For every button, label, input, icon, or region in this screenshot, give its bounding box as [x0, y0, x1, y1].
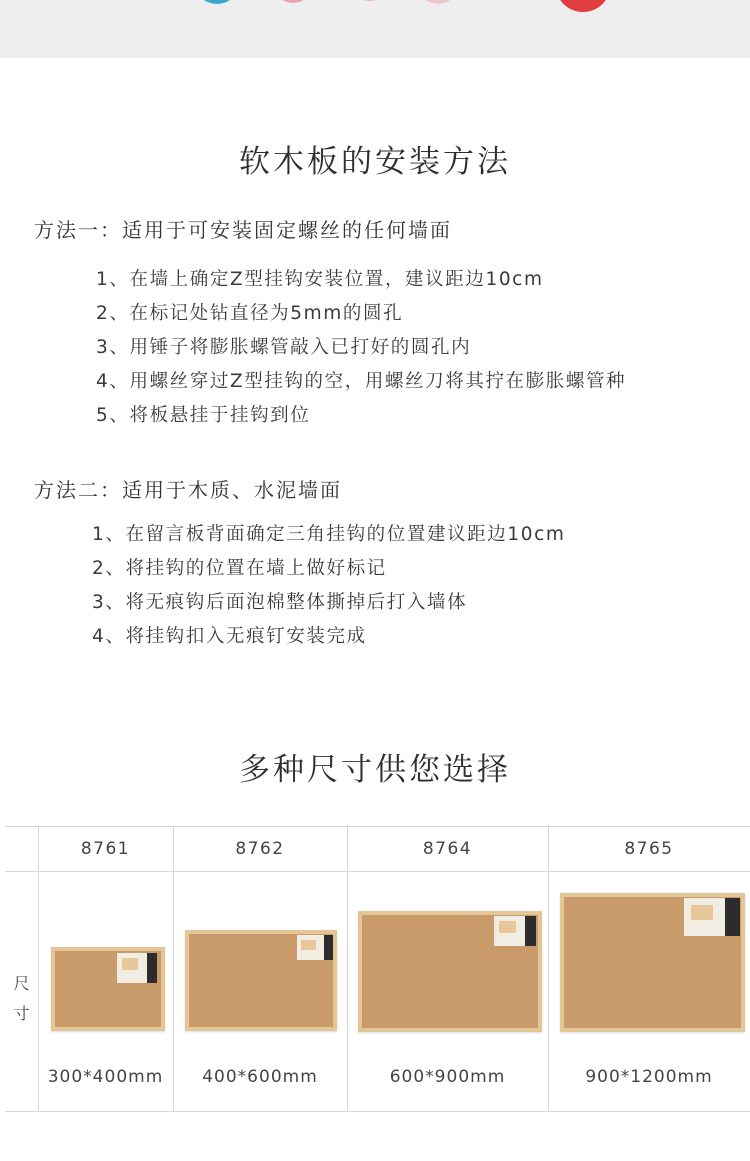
method2-step: 1、在留言板背面确定三角挂钩的位置建议距边10cm	[92, 524, 566, 545]
table-divider	[5, 871, 750, 872]
size-table	[5, 826, 750, 1112]
size-row-label	[5, 969, 38, 1029]
cork-board-image	[185, 930, 337, 1031]
method1-steps	[96, 263, 626, 433]
product-tag	[684, 898, 740, 936]
top-color-band	[0, 0, 750, 58]
installation-title: 软木板的安装方法	[239, 144, 511, 180]
method2-heading: 方法二：适用于木质、水泥墙面	[34, 478, 342, 502]
method1-step: 1、在墙上确定Z型挂钩安装位置，建议距边10cm	[96, 269, 544, 290]
method2-step: 2、将挂钩的位置在墙上做好标记	[92, 558, 387, 579]
product-tag	[494, 916, 536, 946]
color-swatch	[274, 0, 312, 3]
board-size: 400*600mm	[202, 1067, 318, 1087]
board-size: 600*900mm	[389, 1067, 506, 1087]
color-swatch	[196, 0, 238, 4]
method2-steps	[92, 518, 566, 654]
cork-board-image	[51, 947, 165, 1031]
method1-step: 2、在标记处钻直径为5mm的圆孔	[96, 303, 404, 324]
board-size: 300*400mm	[47, 1067, 164, 1087]
method1-heading: 方法一：适用于可安装固定螺丝的任何墙面	[34, 218, 452, 242]
method1-step: 4、用螺丝穿过Z型挂钩的空，用螺丝刀将其拧在膨胀螺管种	[96, 371, 627, 392]
method2-step: 4、将挂钩扣入无痕钉安装完成	[92, 626, 367, 647]
board-size: 900*1200mm	[585, 1067, 713, 1087]
color-swatch	[352, 0, 388, 1]
color-swatch	[418, 0, 458, 4]
method1-step: 3、用锤子将膨胀螺管敲入已打好的圆孔内	[96, 337, 472, 358]
cork-board-image	[560, 893, 745, 1032]
color-swatch	[556, 0, 610, 12]
model-code: 8761	[80, 839, 131, 859]
method2-step: 3、将无痕钩后面泡棉整体撕掉后打入墙体	[92, 592, 468, 613]
product-tag	[117, 953, 157, 983]
cork-board-image	[358, 911, 542, 1032]
size-row-label-text: 尺寸	[13, 974, 30, 1023]
model-code: 8764	[422, 839, 473, 859]
sizes-title: 多种尺寸供您选择	[239, 752, 511, 788]
method1-step: 5、将板悬挂于挂钩到位	[96, 405, 311, 426]
model-code: 8765	[624, 839, 674, 859]
model-code: 8762	[235, 839, 285, 859]
product-tag	[297, 935, 333, 960]
